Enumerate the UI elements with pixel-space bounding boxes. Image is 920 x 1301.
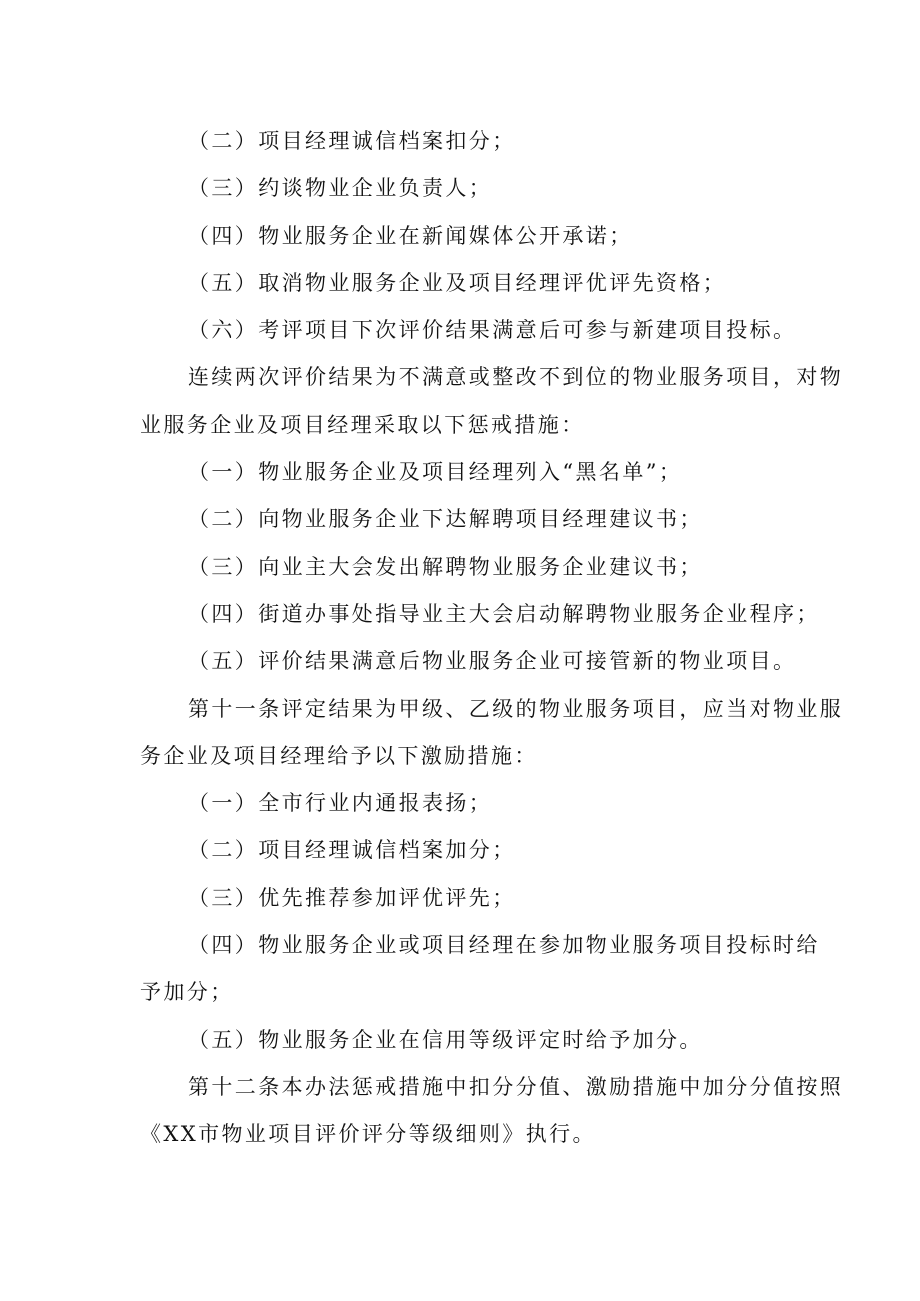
paragraph-line: （五）物业服务企业在信用等级评定时给予加分。 [188,1027,703,1052]
paragraph-line: 务企业及项目经理给予以下激励措施： [140,743,538,768]
paragraph-line: （五）取消物业服务企业及项目经理评优评先资格； [188,270,727,295]
article-11-heading-line: 第十一条评定结果为甲级、乙级的物业服务项目，应当对物业服 [188,696,844,721]
paragraph-line: 业服务企业及项目经理采取以下惩戒措施： [140,412,585,437]
paragraph-line: （四）物业服务企业或项目经理在参加物业服务项目投标时给 [188,933,820,958]
paragraph-line: （四）物业服务企业在新闻媒体公开承诺； [188,223,633,248]
paragraph-line: （三）向业主大会发出解聘物业服务企业建议书； [188,554,703,579]
paragraph-line: （一）物业服务企业及项目经理列入“黑名单”； [188,460,683,485]
paragraph-line: 《XX市物业项目评价评分等级细则》执行。 [140,1122,596,1147]
paragraph-line: （六）考评项目下次评价结果满意后可参与新建项目投标。 [188,318,797,343]
paragraph-line: （一）全市行业内通报表扬； [188,791,493,816]
paragraph-line: （三）约谈物业企业负责人； [188,176,493,201]
paragraph-line: （四）街道办事处指导业主大会启动解聘物业服务企业程序； [188,601,820,626]
paragraph-line: （二）项目经理诚信档案扣分； [188,129,516,153]
paragraph-line: （二）向物业服务企业下达解聘项目经理建议书； [188,507,703,532]
paragraph-line: （三）优先推荐参加评优评先； [188,885,516,910]
paragraph-line: （五）评价结果满意后物业服务企业可接管新的物业项目。 [188,649,797,674]
article-12-heading-line: 第十二条本办法惩戒措施中扣分分值、激励措施中加分分值按照 [188,1074,844,1099]
paragraph-line: （二）项目经理诚信档案加分； [188,838,516,863]
paragraph-line: 连续两次评价结果为不满意或整改不到位的物业服务项目，对物 [188,365,844,390]
document-body [140,118,844,1159]
paragraph-line: 予加分； [140,980,234,1005]
